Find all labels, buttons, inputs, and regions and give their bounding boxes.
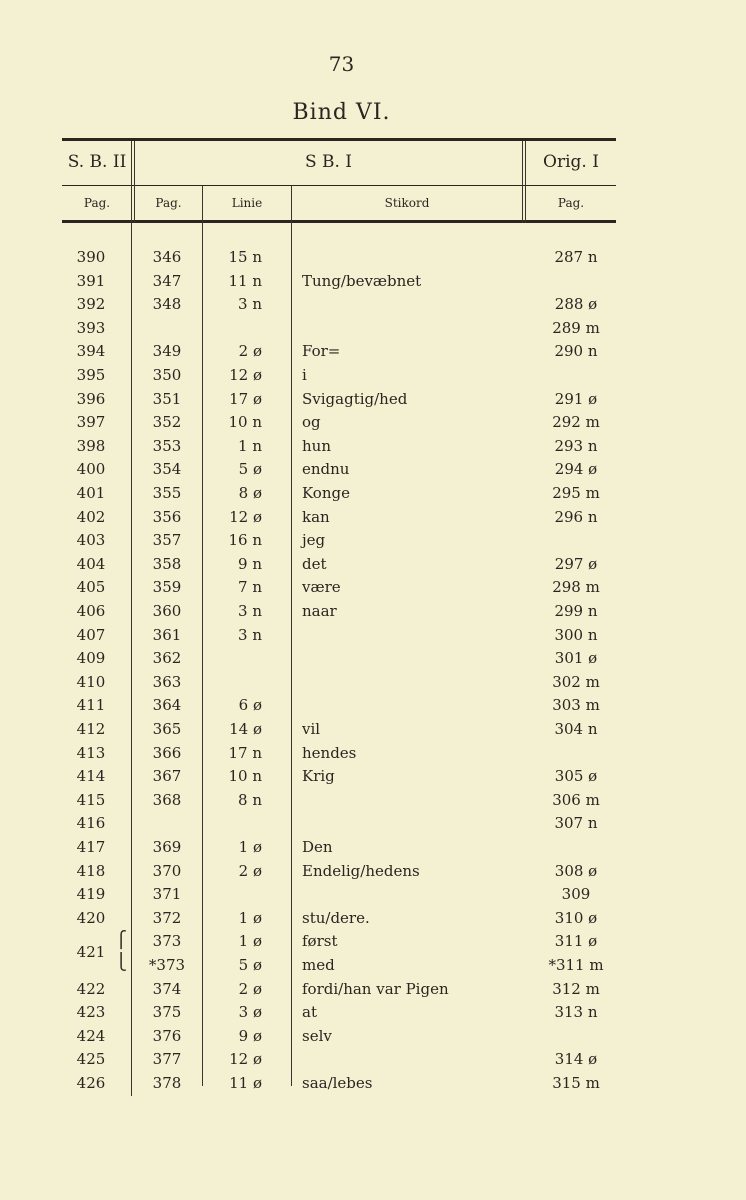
column-divider-1 xyxy=(131,141,132,1096)
table-cell-gv2: 391 xyxy=(76,271,106,290)
table-cell-linie: 12 ø xyxy=(229,1050,262,1069)
table-cell-pag: 347 xyxy=(152,271,182,290)
table-cell-pag: 361 xyxy=(152,625,182,644)
table-cell-gv2: 398 xyxy=(76,436,106,455)
table-cell-linie: 12 ø xyxy=(229,507,262,526)
table-cell-stikord: naar xyxy=(302,602,337,620)
table-cell-orig: 312 m xyxy=(552,979,600,998)
table-cell-stikord: selv xyxy=(302,1026,332,1045)
table-cell-orig: *311 m xyxy=(548,956,604,974)
table-cell-pag: 371 xyxy=(152,885,182,904)
table-cell-pag: 370 xyxy=(152,861,182,880)
table-cell-orig: 293 n xyxy=(554,436,598,455)
table-cell-stikord: og xyxy=(302,413,321,432)
table-cell-stikord: endnu xyxy=(302,460,350,479)
table-cell-linie: 1 n xyxy=(238,436,262,455)
table-cell-gv2: 396 xyxy=(76,389,106,408)
header-group-sbii: S. B. II xyxy=(67,152,127,172)
table-cell-gv2: 409 xyxy=(76,649,106,668)
table-cell-gv2: 406 xyxy=(76,602,106,620)
header-pag-3: Pag. xyxy=(557,196,585,210)
table-cell-linie: 9 n xyxy=(238,554,262,573)
table-cell-orig: 287 n xyxy=(554,248,598,266)
table-cell-pag: 349 xyxy=(152,342,182,361)
table-cell-pag: 376 xyxy=(152,1026,182,1045)
table-cell-pag: 365 xyxy=(152,720,182,738)
table-cell-orig: 300 n xyxy=(554,625,598,644)
table-cell-orig: 310 ø xyxy=(554,908,598,927)
table-cell-pag: 353 xyxy=(152,436,182,455)
table-cell-gv2: 402 xyxy=(76,507,106,526)
table-cell-gv2: 416 xyxy=(76,814,106,833)
table-cell-pag: 373 xyxy=(152,932,182,951)
table-cell-stikord: være xyxy=(302,578,341,597)
table-cell-linie: 15 n xyxy=(228,248,262,266)
table-cell-linie: 2 ø xyxy=(238,979,262,998)
header-group-orig: Orig. I xyxy=(543,152,599,172)
table-top-rule xyxy=(62,138,616,141)
page-number: 73 xyxy=(328,52,355,76)
table-cell-orig: 299 n xyxy=(554,602,598,620)
table-cell-pag: 360 xyxy=(152,602,182,620)
table-cell-orig: 314 ø xyxy=(554,1050,598,1069)
table-cell-gv2: 401 xyxy=(76,484,106,502)
table-cell-orig: 305 ø xyxy=(554,767,598,786)
table-cell-orig: 309 xyxy=(561,885,591,904)
table-cell-linie: 17 ø xyxy=(229,389,262,408)
table-cell-gv2: 422 xyxy=(76,979,106,998)
table-cell-orig: 298 m xyxy=(552,578,600,597)
table-cell-stikord: hendes xyxy=(302,743,357,762)
table-cell-orig: 290 n xyxy=(554,342,598,361)
table-cell-stikord: Endelig/hedens xyxy=(302,861,420,880)
column-divider-3 xyxy=(291,186,292,1086)
table-cell-orig: 296 n xyxy=(554,507,598,526)
table-cell-linie: 12 ø xyxy=(229,366,262,384)
table-cell-gv2: 397 xyxy=(76,413,106,432)
table-cell-linie: 5 ø xyxy=(238,460,262,479)
table-cell-gv2: 420 xyxy=(76,908,106,927)
table-cell-pag: 363 xyxy=(152,672,182,691)
header-pag-1: Pag. xyxy=(83,196,111,210)
table-cell-linie: 8 n xyxy=(238,790,262,809)
table-cell-orig: 311 ø xyxy=(554,932,598,951)
table-cell-gv2: 403 xyxy=(76,531,106,550)
table-cell-linie: 16 n xyxy=(228,531,262,550)
table-cell-gv2: 392 xyxy=(76,295,106,314)
table-cell-pag: 364 xyxy=(152,696,182,715)
table-cell-stikord: Tung/bevæbnet xyxy=(302,271,422,290)
table-cell-linie: 1 ø xyxy=(238,932,262,951)
table-cell-gv2: 414 xyxy=(76,767,106,786)
table-cell-stikord: at xyxy=(302,1003,317,1022)
table-cell-linie: 1 ø xyxy=(238,908,262,927)
table-cell-linie: 2 ø xyxy=(238,342,262,361)
table-cell-orig: 295 m xyxy=(552,484,600,502)
table-cell-stikord: For= xyxy=(302,342,341,361)
page-title: Bind VI. xyxy=(292,100,391,125)
table-cell-pag: 346 xyxy=(152,248,182,266)
table-cell-linie: 3 n xyxy=(238,295,262,314)
table-cell-pag: 367 xyxy=(152,767,182,786)
table-cell-gv2: 400 xyxy=(76,460,106,479)
table-cell-pag: 378 xyxy=(152,1074,182,1092)
table-cell-linie: 1 ø xyxy=(238,838,262,856)
table-cell-pag: 377 xyxy=(152,1050,182,1069)
table-cell-pag: 357 xyxy=(152,531,182,550)
table-cell-linie: 10 n xyxy=(228,413,262,432)
table-cell-pag: 368 xyxy=(152,790,182,809)
table-cell-orig: 302 m xyxy=(552,672,600,691)
table-cell-orig: 303 m xyxy=(552,696,600,715)
table-cell-pag: 366 xyxy=(152,743,182,762)
table-cell-orig: 301 ø xyxy=(554,649,598,668)
table-cell-linie: 7 n xyxy=(238,578,262,597)
table-cell-pag: 359 xyxy=(152,578,182,597)
table-cell-linie: 5 ø xyxy=(238,956,262,974)
table-cell-gv2: 393 xyxy=(76,318,106,337)
column-divider-4 xyxy=(522,141,523,223)
table-cell-stikord: Konge xyxy=(302,484,350,502)
table-cell-stikord: det xyxy=(302,554,327,573)
table-cell-gv2: 405 xyxy=(76,578,106,597)
table-cell-gv2: 404 xyxy=(76,554,106,573)
table-cell-linie: 3 n xyxy=(238,602,262,620)
table-cell-gv2: 407 xyxy=(76,625,106,644)
table-cell-linie: 3 n xyxy=(238,625,262,644)
table-cell-gv2: 426 xyxy=(76,1074,106,1092)
table-cell-pag: 356 xyxy=(152,507,182,526)
table-cell-gv2: 390 xyxy=(76,248,106,266)
table-cell-linie: 2 ø xyxy=(238,861,262,880)
table-cell-linie: 6 ø xyxy=(238,696,262,715)
header-pag-2: Pag. xyxy=(155,196,182,210)
header-stikord: Stikord xyxy=(384,196,430,210)
table-cell-gv2: 410 xyxy=(76,672,106,691)
table-cell-stikord: saa/lebes xyxy=(302,1074,373,1092)
table-cell-orig: 315 m xyxy=(552,1074,600,1092)
brace-close-icon: ⎩ xyxy=(115,952,127,971)
table-cell-linie: 14 ø xyxy=(229,720,262,738)
table-cell-gv2: 423 xyxy=(76,1003,106,1022)
table-cell-gv2: 425 xyxy=(76,1050,106,1069)
table-cell-pag: 374 xyxy=(152,979,182,998)
table-cell-stikord: hun xyxy=(302,436,331,455)
table-cell-pag: 352 xyxy=(152,413,182,432)
table-cell-pag: *373 xyxy=(148,956,186,974)
table-cell-gv2: 418 xyxy=(76,861,106,880)
table-cell-stikord: Den xyxy=(302,838,333,856)
table-cell-linie: 3 ø xyxy=(238,1003,262,1022)
table-cell-stikord: Krig xyxy=(302,767,335,786)
brace-open-icon: ⎧ xyxy=(115,930,127,949)
table-cell-pag: 350 xyxy=(152,366,182,384)
table-cell-orig: 308 ø xyxy=(554,861,598,880)
table-cell-orig: 289 m xyxy=(552,318,600,337)
header-group-sbi: S B. I xyxy=(304,152,353,172)
table-cell-orig: 297 ø xyxy=(554,554,598,573)
table-cell-orig: 313 n xyxy=(554,1003,598,1022)
table-cell-pag: 362 xyxy=(152,649,182,668)
table-cell-orig: 292 m xyxy=(552,413,600,432)
table-cell-orig: 288 ø xyxy=(554,295,598,314)
table-cell-stikord: jeg xyxy=(302,531,326,550)
table-cell-stikord: vil xyxy=(302,720,321,738)
table-cell-pag: 358 xyxy=(152,554,182,573)
table-cell-stikord: kan xyxy=(302,507,330,526)
table-cell-pag: 355 xyxy=(152,484,182,502)
table-cell-orig: 307 n xyxy=(554,814,598,833)
table-cell-pag: 369 xyxy=(152,838,182,856)
table-cell-gv2: 419 xyxy=(76,885,106,904)
table-cell-orig: 306 m xyxy=(552,790,600,809)
column-divider-2 xyxy=(202,186,203,1086)
table-cell-gv2: 395 xyxy=(76,366,106,384)
table-cell-stikord: med xyxy=(302,956,335,974)
table-cell-linie: 9 ø xyxy=(238,1026,262,1045)
table-cell-pag: 351 xyxy=(152,389,182,408)
table-cell-linie: 11 ø xyxy=(229,1074,262,1092)
table-cell-stikord: først xyxy=(302,932,338,951)
table-cell-stikord: i xyxy=(302,366,307,384)
table-cell-orig: 291 ø xyxy=(554,389,598,408)
header-bottom-rule xyxy=(62,220,616,223)
header-linie: Linie xyxy=(231,196,263,210)
table-cell-gv2: 424 xyxy=(76,1026,106,1045)
table-cell-stikord: Svigagtig/hed xyxy=(302,389,408,408)
table-cell-stikord: stu/dere. xyxy=(302,908,370,927)
table-cell-gv2: 417 xyxy=(76,838,106,856)
header-mid-rule xyxy=(62,185,616,186)
table-cell-gv2: 421 xyxy=(76,943,106,962)
table-cell-linie: 17 n xyxy=(228,743,262,762)
table-cell-linie: 11 n xyxy=(228,271,262,290)
table-cell-orig: 294 ø xyxy=(554,460,598,479)
table-cell-linie: 10 n xyxy=(228,767,262,786)
table-cell-stikord: fordi/han var Pigen xyxy=(302,979,449,998)
table-cell-gv2: 411 xyxy=(76,696,106,715)
table-cell-pag: 375 xyxy=(152,1003,182,1022)
table-cell-linie: 8 ø xyxy=(238,484,262,502)
table-cell-gv2: 394 xyxy=(76,342,106,361)
table-cell-gv2: 413 xyxy=(76,743,106,762)
table-cell-pag: 354 xyxy=(152,460,182,479)
table-cell-pag: 348 xyxy=(152,295,182,314)
table-cell-pag: 372 xyxy=(152,908,182,927)
table-cell-orig: 304 n xyxy=(554,720,598,738)
table-cell-gv2: 412 xyxy=(76,720,106,738)
table-cell-gv2: 415 xyxy=(76,790,106,809)
